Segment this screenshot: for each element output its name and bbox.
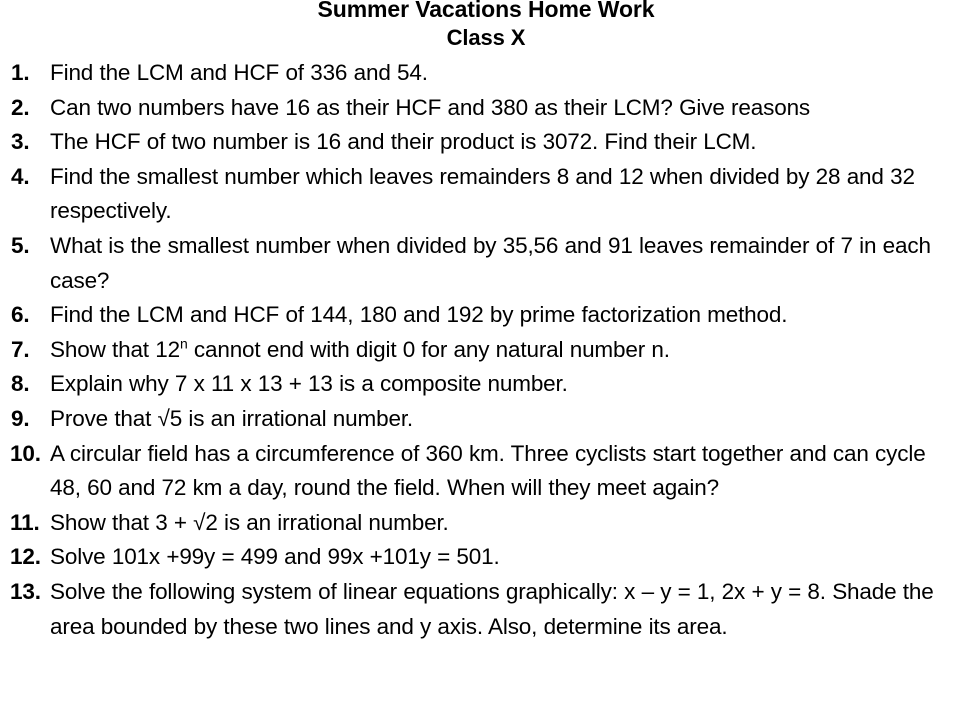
question-number: 13. — [10, 578, 41, 604]
question-text: Prove that √5 is an irrational number. — [50, 405, 414, 431]
question-text: A circular field has a circumference of 360 km. Three cyclists start together and can cycle 48, 60 and 72 km a day, round the field. When will they meet again? — [50, 440, 926, 501]
question-number: 11. — [10, 509, 40, 535]
question-number: 7. — [11, 336, 30, 362]
question-number: 4. — [11, 163, 30, 189]
question-text: Find the LCM and HCF of 144, 180 and 192 by prime factorization method. — [50, 302, 788, 328]
document-subtitle: Class X — [446, 25, 526, 50]
question-number: 5. — [11, 232, 30, 258]
question-item — [0, 506, 972, 541]
question-item — [0, 125, 972, 160]
question-text: Can two numbers have 16 as their HCF and 380 as their LCM? Give reasons — [50, 94, 811, 120]
question-number: 8. — [11, 371, 30, 397]
question-number: 9. — [11, 405, 30, 431]
question-item — [0, 229, 972, 298]
question-text-before: Show that 12 — [50, 336, 180, 362]
question-number: 10. — [10, 440, 41, 466]
question-item — [0, 56, 972, 91]
question-text-after: cannot end with digit 0 for any natural number n. — [187, 336, 670, 362]
question-item — [0, 333, 972, 368]
exponent-superscript: n — [179, 335, 188, 352]
question-item — [0, 437, 972, 506]
question-item — [0, 367, 972, 402]
question-item — [0, 160, 972, 229]
question-list — [0, 56, 972, 644]
question-item — [0, 91, 972, 126]
question-text: Find the smallest number which leaves remainders 8 and 12 when divided by 28 and 32 respectively. — [50, 163, 915, 224]
question-text: What is the smallest number when divided by 35,56 and 91 leaves remainder of 7 in each case? — [50, 232, 931, 293]
question-item — [0, 575, 972, 644]
question-number: 1. — [11, 60, 30, 85]
question-text: Find the LCM and HCF of 336 and 54. — [50, 60, 428, 85]
question-text: Solve 101x +99y = 499 and 99x +101y = 501. — [50, 544, 500, 570]
question-number: 12. — [10, 544, 41, 570]
question-item — [0, 298, 972, 333]
question-text: Show that 3 + √2 is an irrational number. — [50, 509, 449, 535]
question-number: 2. — [11, 94, 30, 120]
document-title: Summer Vacations Home Work — [317, 0, 655, 22]
question-item — [0, 402, 972, 437]
question-text: Solve the following system of linear equations graphically: x – y = 1, 2x + y = 8. Shade the area bounded by these two lines and y axis. Also, determine its area. — [50, 578, 934, 639]
question-item — [0, 540, 972, 575]
question-text: Explain why 7 x 11 x 13 + 13 is a composite number. — [50, 371, 568, 397]
question-text — [50, 333, 944, 368]
question-number: 3. — [11, 129, 30, 155]
question-number: 6. — [11, 302, 30, 328]
question-text: The HCF of two number is 16 and their product is 3072. Find their LCM. — [50, 129, 757, 155]
